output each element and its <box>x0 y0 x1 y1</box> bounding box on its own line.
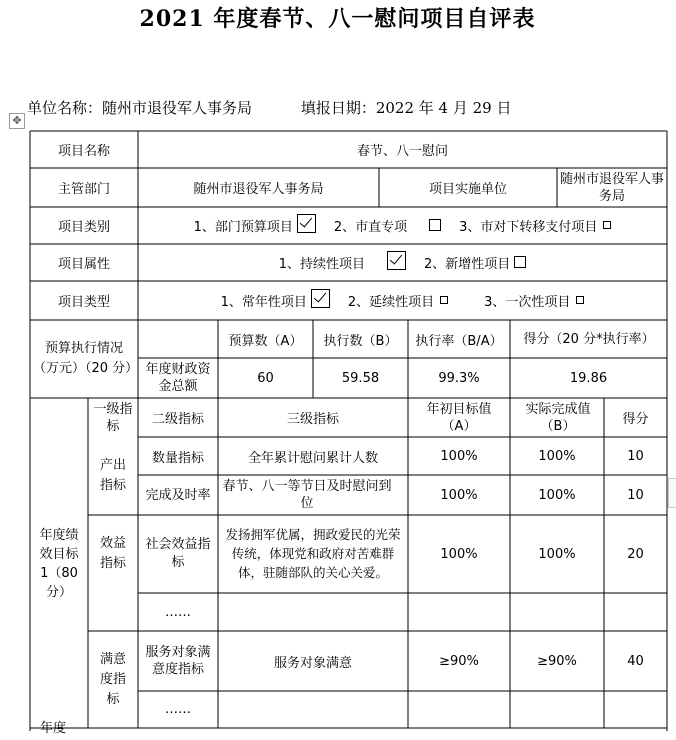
satisfaction-label: 满意度指标 <box>99 652 126 707</box>
department-label: 主管部门 <box>57 182 110 197</box>
header-score: 得分 <box>622 412 649 427</box>
output-row1-target: 100% <box>440 448 478 464</box>
benefit-row1-target: 100% <box>440 546 478 562</box>
checkbox-icon[interactable] <box>603 221 611 229</box>
budget-score-value: 19.86 <box>569 370 608 386</box>
satisfaction-ellipsis: …… <box>165 702 191 717</box>
satisfaction-row1-target: ≥90% <box>439 653 479 669</box>
checkbox-icon[interactable] <box>514 256 526 268</box>
impl-unit-value: 随州市退役军人事务局 <box>560 171 665 204</box>
project-name-label: 项目名称 <box>57 144 110 159</box>
impl-unit-label: 项目实施单位 <box>428 182 507 197</box>
output-row2-target: 100% <box>440 487 478 503</box>
output-row1-actual: 100% <box>538 448 576 464</box>
department-value: 随州市退役军人事务局 <box>193 182 324 197</box>
budget-rate-value: 99.3% <box>438 370 480 386</box>
satisfaction-row1-actual: ≥90% <box>537 653 577 669</box>
budget-col-rate: 执行率（B/A） <box>415 333 503 349</box>
header-level1: 一级指标 <box>93 401 133 434</box>
category-option-3: 3、市对下转移支付项目 <box>459 220 598 235</box>
performance-label: 年度绩效目标 1（80 分） <box>39 527 79 600</box>
date-label: 填报日期： <box>300 99 376 117</box>
checkbox-checked-icon[interactable] <box>387 251 406 270</box>
category-option-1: 1、部门预算项目 <box>193 220 293 235</box>
date-value: 2022 年 4 月 29 日 <box>375 99 512 117</box>
project-name-value: 春节、八一慰问 <box>356 144 448 159</box>
satisfaction-row1-l2: 服务对象满意度指标 <box>145 645 211 677</box>
budget-col-b: 执行数（B） <box>323 333 398 349</box>
category-option-2: 2、市直专项 <box>333 220 408 235</box>
benefit-row1-actual: 100% <box>538 546 576 562</box>
type-option-2: 2、延续性项目 <box>347 295 435 310</box>
header-level3: 三级指标 <box>286 412 339 427</box>
table-move-handle-icon[interactable]: ✥ <box>9 113 25 129</box>
budget-row-label: 年度财政资金总额 <box>145 362 211 394</box>
output-row2-score: 10 <box>627 487 644 503</box>
checkbox-icon[interactable] <box>576 296 584 304</box>
satisfaction-row1-l3: 服务对象满意 <box>273 655 352 671</box>
output-label: 产出指标 <box>99 458 126 493</box>
budget-b-value: 59.58 <box>341 370 380 386</box>
type-options <box>139 282 666 319</box>
unit-value: 随州市退役军人事务局 <box>102 99 253 117</box>
benefit-row1-l2: 社会效益指标 <box>145 537 211 570</box>
output-row2-actual: 100% <box>538 487 576 503</box>
attribute-label: 项目属性 <box>57 257 110 272</box>
next-row-partial-label: 年度 <box>40 721 67 736</box>
attribute-option-1: 1、持续性项目 <box>278 257 365 272</box>
output-row2-l2: 完成及时率 <box>145 487 211 503</box>
output-row2-l3: 春节、八一等节日及时慰问到位 <box>222 479 392 511</box>
output-row1-l3: 全年累计慰问累计人数 <box>247 450 378 466</box>
header-level2: 二级指标 <box>151 412 204 427</box>
output-row1-l2: 数量指标 <box>151 450 204 466</box>
checkbox-checked-icon[interactable] <box>311 289 330 308</box>
benefit-ellipsis: …… <box>165 604 191 620</box>
attribute-options <box>139 245 666 280</box>
type-option-1: 1、常年性项目 <box>220 295 307 310</box>
unit-label: 单位名称： <box>27 99 103 117</box>
header-actual: 实际完成值（B） <box>525 401 591 434</box>
header-target: 年初目标值（A） <box>426 401 492 434</box>
type-option-3: 3、一次性项目 <box>484 295 571 310</box>
budget-col-score: 得分（20 分*执行率） <box>523 331 655 347</box>
type-label: 项目类型 <box>57 295 110 310</box>
satisfaction-row1-score: 40 <box>627 653 644 669</box>
budget-col-a: 预算数（A） <box>228 333 303 349</box>
output-row1-score: 10 <box>627 448 644 464</box>
category-label: 项目类别 <box>57 220 110 235</box>
budget-label: 预算执行情况（万元）（20 分） <box>33 341 139 376</box>
checkbox-checked-icon[interactable] <box>297 214 316 233</box>
benefit-row1-l3: 发扬拥军优属，拥政爱民的光荣传统，体现党和政府对苦难群体，驻随部队的关心关爱。 <box>225 526 401 580</box>
document-title: 2021 年度春节、八一慰问项目自评表 <box>139 6 536 32</box>
checkbox-icon[interactable] <box>429 219 441 231</box>
benefit-row1-score: 20 <box>627 546 644 562</box>
attribute-option-2: 2、新增性项目 <box>424 257 511 272</box>
benefit-label: 效益指标 <box>99 536 126 571</box>
budget-a-value: 60 <box>257 370 274 386</box>
category-options <box>139 208 666 243</box>
checkbox-icon[interactable] <box>440 296 448 304</box>
